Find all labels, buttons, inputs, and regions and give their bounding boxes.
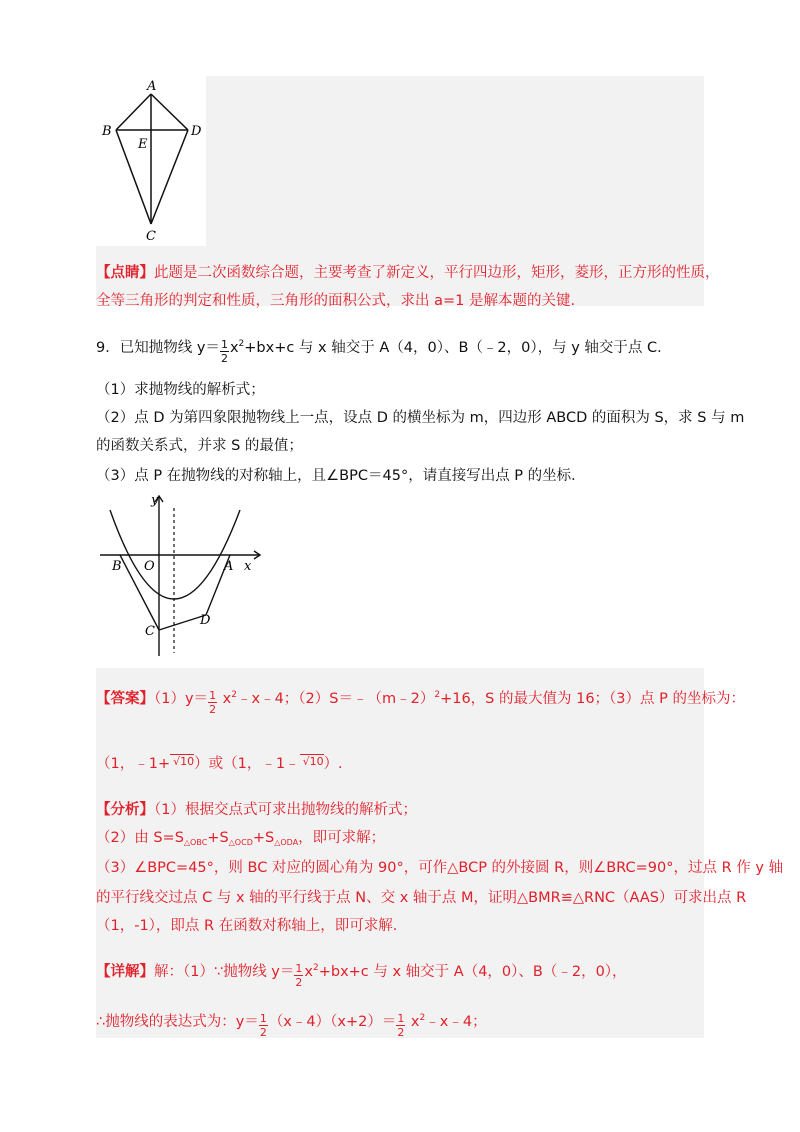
parabola-graph: [96, 488, 268, 663]
graph-label-d: D: [200, 613, 211, 628]
analysis-line-2: （2）由 $S=S_{\triangle OBC}+S_{\triangle OCD}+S_{\triangle ODA}$，即可求解；: [96, 830, 386, 847]
kite-diagram: [96, 76, 206, 246]
comment-tag: 【点睛】: [96, 265, 154, 281]
kite-label-e: E: [138, 137, 148, 152]
answer-line-1: 【答案】（1）y＝ $\frac{1}{2}$ $x^2﹣x﹣4$；（2）S＝﹣（m﹣2）$^2$+16，S 的最大值为 16；（3）点 P 的坐标为：: [96, 689, 745, 716]
comment-line-1: 【点睛】此题是二次函数综合题，主要考查了新定义，平行四边形，矩形，菱形，正方形的性质，: [96, 265, 720, 281]
kite-label-d: D: [191, 124, 202, 139]
problem-number: 9．: [96, 340, 120, 356]
kite-figure: [96, 76, 206, 246]
answer-tag: 【答案】: [96, 691, 154, 707]
answer-line-2: （1，﹣1+ √10 ）或（1，﹣1﹣ √10 ）.: [96, 755, 343, 772]
question-1: （1）求抛物线的解析式；: [96, 382, 265, 398]
graph-label-c: C: [145, 624, 155, 639]
analysis-line-1: 【分析】（1）根据交点式可求出抛物线的解析式；: [96, 802, 417, 818]
analysis-line-3: （3）∠BPC=45°，则 BC 对应的圆心角为 90°，可作△BCP 的外接圆 R，则∠BRC=90°，过点 R 作 y 轴: [96, 860, 784, 876]
detail-line-2: ∴抛物线的表达式为：y＝ $\frac{1}{2}$ （x﹣4）（x+2）＝ $\frac{1}{2}$ $x^2﹣x﹣4$；: [96, 1012, 487, 1039]
question-2-line-1: （2）点 D 为第四象限抛物线上一点，设点 D 的横坐标为 m，四边形 ABCD 的面积为 S，求 S 与 m: [96, 410, 745, 426]
graph-label-b: B: [112, 559, 122, 574]
detail-tag: 【详解】: [96, 964, 154, 980]
kite-label-a: A: [147, 79, 157, 94]
graph-label-x: x: [244, 559, 252, 574]
question-2-line-2: 的函数关系式，并求 S 的最值；: [96, 438, 303, 454]
graph-label-a: A: [224, 559, 234, 574]
analysis-line-4: 的平行线交过点 C 与 x 轴的平行线于点 N、交 x 轴于点 M，证明△BMR≌△RNC（AAS）可求出点 R: [96, 890, 747, 906]
solution-block: [96, 668, 704, 1038]
detail-line-1: 【详解】解：（1）∵抛物线 y＝ $\frac{1}{2}$ $x^2+bx+c$ 与 x 轴交于 A（4，0）、B（﹣2，0），: [96, 962, 627, 989]
parabola-figure: [96, 488, 268, 663]
graph-label-o: O: [144, 559, 155, 574]
graph-label-y: y: [151, 493, 159, 508]
analysis-line-5: （1，-1），即点 R 在函数对称轴上，即可求解.: [96, 918, 398, 934]
kite-label-b: B: [102, 124, 112, 139]
problem-stem: 9．已知抛物线 y＝ $\frac{1}{2}$ $x^2+bx+c$ 与 x 轴交于 A（4，0）、B（﹣2，0），与 y 轴交于点 C．: [96, 338, 672, 365]
comment-line-2: 全等三角形的判定和性质，三角形的面积公式，求出 a=1 是解本题的关键.: [96, 293, 576, 309]
question-3: （3）点 P 在抛物线的对称轴上，且∠BPC＝45°，请直接写出点 P 的坐标．: [96, 468, 586, 484]
kite-label-c: C: [146, 229, 156, 244]
analysis-tag: 【分析】: [96, 802, 154, 818]
